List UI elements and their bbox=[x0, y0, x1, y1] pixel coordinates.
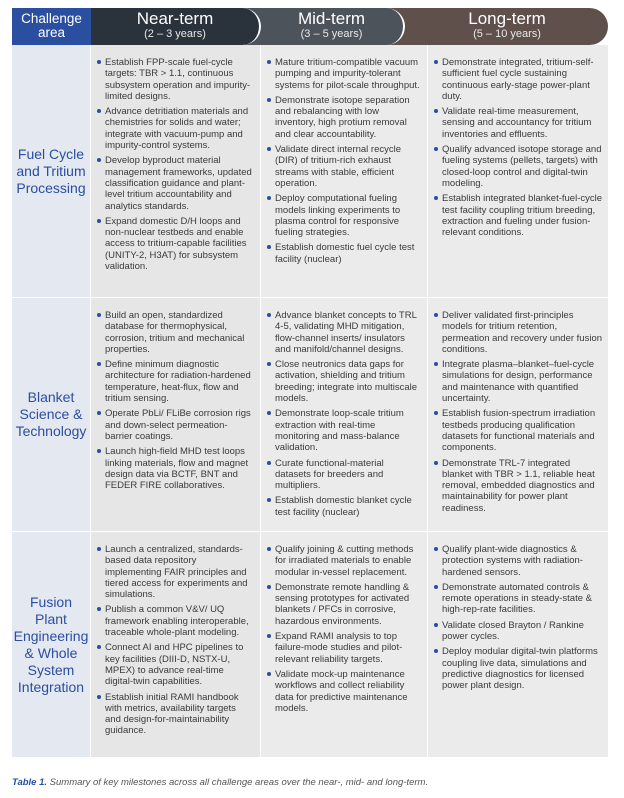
milestone-item: Launch high-field MHD test loops linking materials, flow and magnet design data via BCTF, BNT and FEDER FIRE collaboratives. bbox=[97, 446, 254, 491]
milestone-item: Qualify joining & cutting methods for irradiated materials to enable modular in-vessel replacement. bbox=[267, 544, 421, 578]
milestones-table bbox=[12, 8, 608, 758]
milestone-item: Demonstrate loop-scale tritium extraction with real-time monitoring and mass-balance validation. bbox=[267, 408, 421, 453]
milestone-item: Demonstrate automated controls & remote operations in steady-state & high-rep-rate facilities. bbox=[434, 582, 602, 616]
milestone-item: Close neutronics data gaps for activation, shielding and tritium breeding; integrate into multiscale models. bbox=[267, 359, 421, 404]
header-long-term bbox=[386, 8, 608, 45]
milestone-item: Demonstrate isotope separation and rebalancing with low inventory, high protium removal and clear accountability. bbox=[267, 95, 421, 140]
milestone-item: Deploy modular digital-twin platforms coupling live data, simulations and predictive diagnostics for licensed power plant design. bbox=[434, 646, 602, 691]
caption-text: Summary of key milestones across all challenge areas over the near-, mid- and long-term. bbox=[47, 777, 429, 788]
milestone-item: Mature tritium-compatible vacuum pumping and impurity-tolerant systems for pilot-scale throughput. bbox=[267, 57, 421, 91]
cell-mid-term bbox=[261, 45, 428, 297]
cell-mid-term bbox=[261, 532, 428, 757]
table-caption bbox=[12, 777, 428, 788]
header-near-term-title: Near-term bbox=[136, 9, 214, 28]
milestone-item: Deploy computational fueling models linking experiments to plasma control for responsive fueling strategies. bbox=[267, 193, 421, 238]
milestone-item: Build an open, standardized database for thermophysical, corrosion, tritium and mechanical properties. bbox=[97, 310, 254, 355]
milestone-item: Establish domestic blanket cycle test facility (nuclear) bbox=[267, 495, 421, 518]
milestone-item: Establish integrated blanket-fuel-cycle test facility coupling tritium breeding, extraction and fueling under fusion-relevant conditions. bbox=[434, 193, 602, 238]
table-row-blanket bbox=[12, 298, 608, 532]
cell-long-term bbox=[428, 532, 608, 757]
milestone-item: Establish domestic fuel cycle test facility (nuclear) bbox=[267, 242, 421, 265]
milestone-item: Advance detritiation materials and chemistries for solids and water; integrate with vacuum-pump and impurity-control systems. bbox=[97, 106, 254, 151]
row-area-label: Fuel Cycle and Tritium Processing bbox=[12, 45, 91, 297]
milestone-item: Qualify advanced isotope storage and fueling systems (pellets, targets) with closed-loop control and digital-twin modeling. bbox=[434, 144, 602, 189]
milestone-item: Deliver validated first-principles models for tritium retention, permeation and recovery under fusion conditions. bbox=[434, 310, 602, 355]
milestone-item: Develop byproduct material management frameworks, updated classification guidance and plant-level tritium accountability and analytics standards. bbox=[97, 155, 254, 211]
header-mid-term bbox=[242, 8, 405, 45]
header-challenge-area: Challenge area bbox=[12, 8, 91, 45]
milestone-item: Launch a centralized, standards-based data repository implementing FAIR principles and tiered access for experiments and simulations. bbox=[97, 544, 254, 600]
milestone-item: Establish fusion-spectrum irradiation testbeds producing qualification datasets for functional materials and components. bbox=[434, 408, 602, 453]
milestone-item: Demonstrate integrated, tritium-self-sufficient fuel cycle sustaining continuous early-stage power-plant duty. bbox=[434, 57, 602, 102]
milestone-item: Connect AI and HPC pipelines to key facilities (DIII-D, NSTX-U, MPEX) to advance real-time digital-twin capabilities. bbox=[97, 642, 254, 687]
milestone-item: Establish FPP-scale fuel-cycle targets: TBR > 1.1, continuous subsystem operation and impurity-limited designs. bbox=[97, 57, 254, 102]
row-area-label: Blanket Science & Technology bbox=[12, 298, 91, 531]
milestone-item: Advance blanket concepts to TRL 4-5, validating MHD mitigation, flow-channel inserts/ insulators and manifold/channel designs. bbox=[267, 310, 421, 355]
cell-long-term bbox=[428, 298, 608, 531]
milestone-item: Expand domestic D/H loops and non-nuclear testbeds and enable access to tritium-capable facilities (UNITY-2, H3AT) for subsystem validation. bbox=[97, 216, 254, 272]
milestone-item: Validate direct internal recycle (DIR) of tritium-rich exhaust streams with stable, efficient operation. bbox=[267, 144, 421, 189]
milestone-item: Validate real-time measurement, sensing and accountancy for tritium inventories and effluents. bbox=[434, 106, 602, 140]
header-long-term-subtitle: (5 – 10 years) bbox=[473, 28, 541, 40]
cell-near-term bbox=[91, 298, 261, 531]
milestone-item: Demonstrate TRL-7 integrated blanket with TBR > 1.1, reliable heat removal, embedded diagnostics and maintainability for power plant readiness. bbox=[434, 458, 602, 514]
milestone-item: Curate functional-material datasets for breeders and multipliers. bbox=[267, 458, 421, 492]
table-header bbox=[12, 8, 608, 45]
cell-mid-term bbox=[261, 298, 428, 531]
milestone-item: Establish initial RAMI handbook with metrics, availability targets and design-for-maintainability guidance. bbox=[97, 692, 254, 737]
row-area-label: Fusion Plant Engineering & Whole System Integration bbox=[12, 532, 91, 757]
milestone-item: Operate PbLi/ FLiBe corrosion rigs and down-select permeation-barrier coatings. bbox=[97, 408, 254, 442]
cell-near-term bbox=[91, 532, 261, 757]
milestone-item: Publish a common V&V/ UQ framework enabling interoperable, traceable whole-plant modeling. bbox=[97, 604, 254, 638]
caption-label: Table 1. bbox=[12, 777, 48, 788]
table-row-fuel-cycle bbox=[12, 45, 608, 298]
header-mid-term-subtitle: (3 – 5 years) bbox=[300, 28, 363, 40]
cell-near-term bbox=[91, 45, 261, 297]
milestone-item: Integrate plasma–blanket–fuel-cycle simulations for design, performance and maintenance with quantified uncertainty. bbox=[434, 359, 602, 404]
milestone-item: Define minimum diagnostic architecture for radiation-hardened temperature, heat-flux, flow and tritium sensing. bbox=[97, 359, 254, 404]
header-near-term bbox=[91, 8, 261, 45]
header-long-term-title: Long-term bbox=[468, 9, 546, 28]
milestone-item: Validate mock-up maintenance workflows and collect reliability data for predictive maintenance models. bbox=[267, 669, 421, 714]
cell-long-term bbox=[428, 45, 608, 297]
header-mid-term-title: Mid-term bbox=[297, 9, 366, 28]
milestone-item: Qualify plant-wide diagnostics & protection systems with radiation-hardened sensors. bbox=[434, 544, 602, 578]
milestone-item: Demonstrate remote handling & sensing prototypes for activated blankets / PFCs in corrosive, hazardous environments. bbox=[267, 582, 421, 627]
milestone-item: Validate closed Brayton / Rankine power cycles. bbox=[434, 620, 602, 643]
table-row-fusion-plant bbox=[12, 532, 608, 758]
header-near-term-subtitle: (2 – 3 years) bbox=[144, 28, 206, 40]
milestone-item: Expand RAMI analysis to top failure-mode studies and pilot-relevant reliability targets. bbox=[267, 631, 421, 665]
